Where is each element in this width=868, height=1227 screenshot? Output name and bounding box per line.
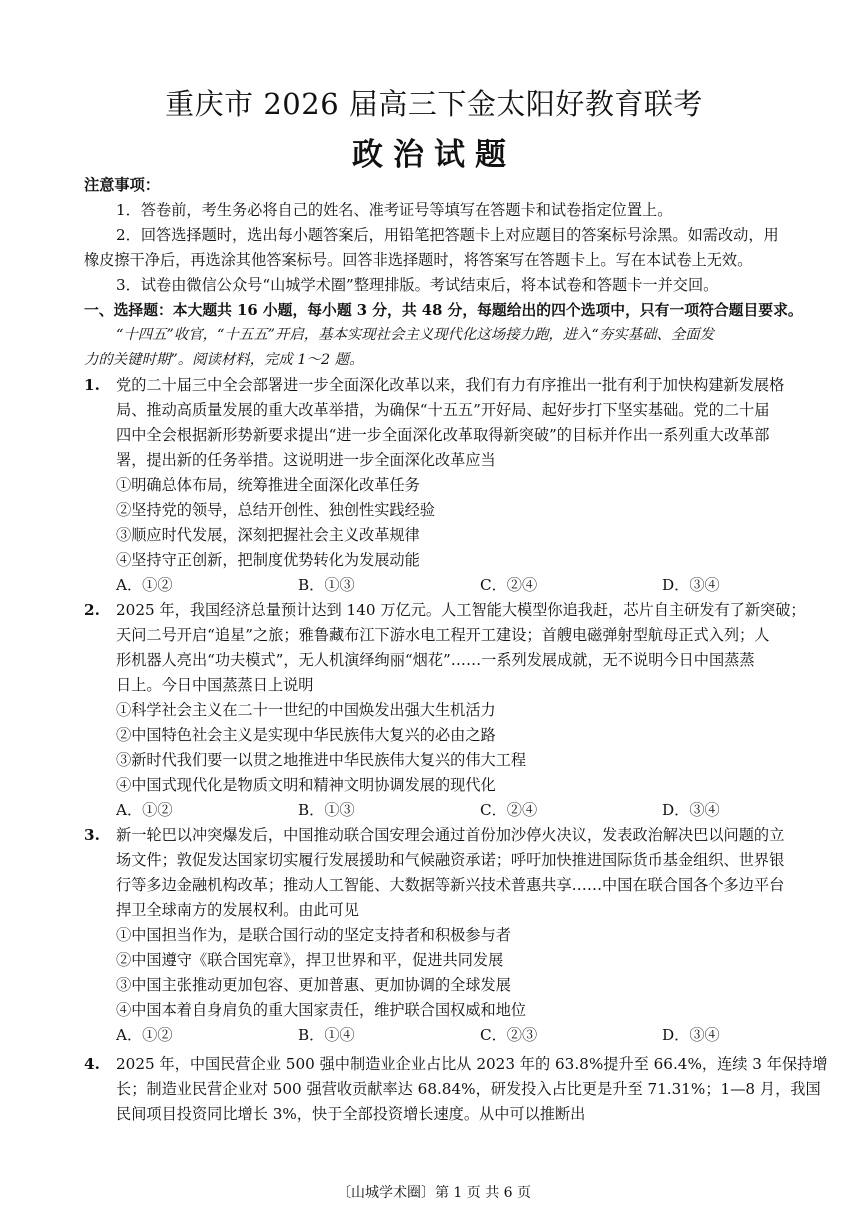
notice-item: 1．答卷前，考生务必将自己的姓名、准考证号等填写在答题卡和试卷指定位置上。 xyxy=(116,201,673,219)
question-stem: 天问二号开启“追星”之旅；雅鲁藏布江下游水电工程开工建设；首艘电磁弹射型航母正式入列；人 xyxy=(116,626,770,644)
option-d: D．③④ xyxy=(662,1026,720,1044)
statement: ④中国本着自身肩负的重大国家责任，维护联合国权威和地位 xyxy=(116,1001,527,1019)
notice-heading: 注意事项： xyxy=(84,176,160,194)
statement: ④中国式现代化是物质文明和精神文明协调发展的现代化 xyxy=(116,776,496,794)
answer-options xyxy=(116,573,816,598)
option-a: A．①② xyxy=(116,1026,173,1044)
notice-item: 2．回答选择题时，选出每小题答案后，用铅笔把答题卡上对应题目的答案标号涂黑。如需改动，用 xyxy=(116,226,779,244)
statement: ③新时代我们要一以贯之地推进中华民族伟大复兴的伟大工程 xyxy=(116,751,527,769)
option-c: C．②④ xyxy=(480,801,538,819)
question-stem: 四中全会根据新形势新要求提出“进一步全面深化改革取得新突破”的目标并作出一系列重大改革部 xyxy=(116,426,770,444)
section-heading: 一、选择题：本大题共 16 小题，每小题 3 分，共 48 分，每题给出的四个选项中，只有一项符合题目要求。 xyxy=(84,302,803,319)
question-stem: 捍卫全球南方的发展权利。由此可见 xyxy=(116,901,359,919)
question-stem: 场文件；敦促发达国家切实履行发展援助和气候融资承诺；呼吁加快推进国际货币基金组织、世界银 xyxy=(116,851,785,869)
option-c: C．②④ xyxy=(480,576,538,594)
option-b: B．①③ xyxy=(298,576,355,594)
question-number: 2. xyxy=(84,601,100,619)
option-b: B．①③ xyxy=(298,801,355,819)
question-stem: 行等多边金融机构改革；推动人工智能、大数据等新兴技术普惠共享……中国在联合国各个多边平台 xyxy=(116,876,785,894)
statement: ②坚持党的领导，总结开创性、独创性实践经验 xyxy=(116,501,435,519)
option-a: A．①② xyxy=(116,801,173,819)
option-d: D．③④ xyxy=(662,801,720,819)
question-stem: 署，提出新的任务举措。这说明进一步全面深化改革应当 xyxy=(116,451,496,469)
statement: ③顺应时代发展，深刻把握社会主义改革规律 xyxy=(116,526,420,544)
question-number: 3. xyxy=(84,826,100,844)
question-stem: 长；制造业民营企业对 500 强营收贡献率达 68.84%，研发投入占比更是升至 71.31%；1—8 月，我国 xyxy=(116,1080,821,1098)
option-c: C．②③ xyxy=(480,1026,538,1044)
statement: ②中国遵守《联合国宪章》，捍卫世界和平，促进共同发展 xyxy=(116,951,504,969)
option-b: B．①④ xyxy=(298,1026,355,1044)
statement: ①中国担当作为，是联合国行动的坚定支持者和积极参与者 xyxy=(116,926,511,944)
answer-options xyxy=(116,798,816,823)
question-stem: 形机器人亮出“功夫模式”，无人机演绎绚丽“烟花”……一系列发展成就，无不说明今日中国蒸蒸 xyxy=(116,651,755,669)
statement: ②中国特色社会主义是实现中华民族伟大复兴的必由之路 xyxy=(116,726,496,744)
question-stem: 新一轮巴以冲突爆发后，中国推动联合国安理会通过首份加沙停火决议，发表政治解决巴以问题的立 xyxy=(116,826,785,844)
page-subtitle: 政治试题 xyxy=(352,137,516,173)
question-stem: 2025 年，中国民营企业 500 强中制造业企业占比从 2023 年的 63.8%提升至 66.4%，连续 3 年保持增 xyxy=(116,1055,828,1073)
answer-options xyxy=(116,1023,816,1048)
option-a: A．①② xyxy=(116,576,173,594)
statement: ④坚持守正创新，把制度优势转化为发展动能 xyxy=(116,551,420,569)
section-intro: 力的关键时期”。阅读材料，完成 1～2 题。 xyxy=(84,352,364,368)
page-footer: 〔山城学术圈〕第 1 页 共 6 页 xyxy=(336,1185,532,1201)
question-number: 1. xyxy=(84,376,100,394)
question-stem: 2025 年，我国经济总量预计达到 140 万亿元。人工智能大模型你追我赶，芯片自主研发有了新突破； xyxy=(116,601,806,619)
question-stem: 党的二十届三中全会部署进一步全面深化改革以来，我们有力有序推出一批有利于加快构建新发展格 xyxy=(116,376,785,394)
statement: ①明确总体布局，统筹推进全面深化改革任务 xyxy=(116,476,420,494)
page-title: 重庆市 2026 届高三下金太阳好教育联考 xyxy=(165,87,703,121)
section-intro: “十四五”收官，“十五五”开启，基本实现社会主义现代化这场接力跑，进入“夯实基础、全面发 xyxy=(116,327,715,343)
option-d: D．③④ xyxy=(662,576,720,594)
question-stem: 局、推动高质量发展的重大改革举措，为确保“十五五”开好局、起好步打下坚实基础。党的二十届 xyxy=(116,401,770,419)
notice-item: 3．试卷由微信公众号“山城学术圈”整理排版。考试结束后，将本试卷和答题卡一并交回。 xyxy=(116,276,719,294)
statement: ①科学社会主义在二十一世纪的中国焕发出强大生机活力 xyxy=(116,701,496,719)
question-stem: 日上。今日中国蒸蒸日上说明 xyxy=(116,676,314,694)
question-number: 4. xyxy=(84,1055,100,1073)
question-stem: 民间项目投资同比增长 3%，快于全部投资增长速度。从中可以推断出 xyxy=(116,1105,586,1123)
notice-item: 橡皮擦干净后，再选涂其他答案标号。回答非选择题时，将答案写在答题卡上。写在本试卷上无效。 xyxy=(84,251,753,269)
statement: ③中国主张推动更加包容、更加普惠、更加协调的全球发展 xyxy=(116,976,511,994)
